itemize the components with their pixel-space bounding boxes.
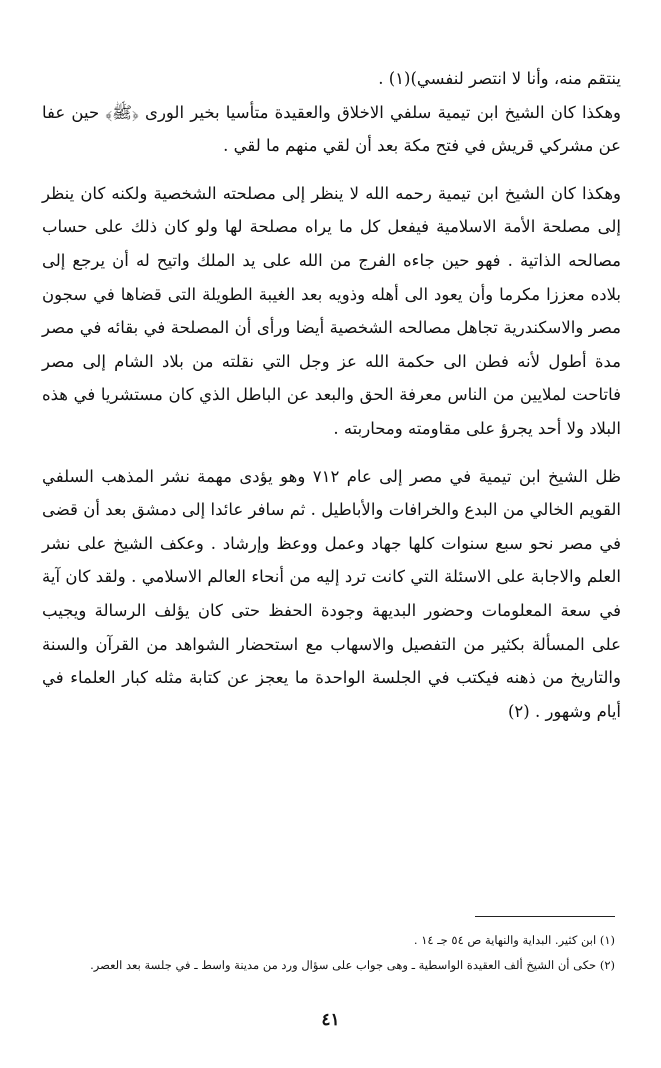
paragraph-2: وهكذا كان الشيخ ابن تيمية رحمه الله لا ينظر إلى مصلحته الشخصية ولكنه كان ينظر إلى مصلحة الأمة الاسلامية فيفعل كل ما يراه مصلحة لها ولو كان ذلك على حساب مصالحه الذاتية . فهو حين جاءه الفرج من الله على يد الملك واتيح له أن يرجع إلى بلاده معززا مكرما وأن يعود الى أهله وذويه بعد الغيبة الطويلة التى قضاها في سجون مصر والاسكندرية تجاهل مصالحه الشخصية أيضا ورأى أن المصلحة في بقائه في مصر مدة أطول لأنه فطن الى حكمة الله عز وجل التي نقلته من بلاد الشام إلى مصر فاتاحت لملايين من الناس معرفة الحق والبعد عن الباطل الذي كان مستشريا في هذه البلاد ولا أحد يجرؤ على مقاومته ومحاربته .	[42, 183, 621, 438]
page-number: ٤١	[321, 1010, 340, 1030]
main-text	[42, 62, 621, 742]
paragraph-1: ينتقم منه، وأنا لا انتصر لنفسي)(١) . وهكذا كان الشيخ ابن تيمية سلفي الاخلاق والعقيدة متأسيا بخير الورى ﴿ﷺ﴾ حين عفا عن مشركي قريش في فتح مكة بعد أن لقي منهم ما لقي .	[42, 69, 621, 156]
footnote-divider	[475, 916, 615, 917]
footnote-1: (١) ابن كثير. البداية والنهاية ص ٥٤ جـ ١٤ .	[413, 933, 615, 947]
paragraph-3: ظل الشيخ ابن تيمية في مصر إلى عام ٧١٢ وهو يؤدى مهمة نشر المذهب السلفي القويم الخالي من البدع والخرافات والأباطيل . ثم سافر عائدا إلى دمشق بعد أن قضى في مصر نحو سبع سنوات كلها جهاد وعمل ووعظ وإرشاد . وعكف الشيخ على نشر العلم والاجابة على الاسئلة التي كانت ترد إليه من أنحاء العالم الاسلامي . ولقد كان آية في سعة المعلومات وحضور البديهة وجودة الحفظ حتى كان يؤلف الرسالة ويجيب على المسألة بكثير من التفصيل والاسهاب مع استحضار الشواهد من القرآن والسنة والتاريخ من ذهنه فيكتب في الجلسة الواحدة ما يعجز عن كتابة مثله كبار العلماء في أيام وشهور . (٢)	[42, 466, 621, 721]
footnotes	[40, 928, 615, 978]
footnote-2: (٢) حكى أن الشيخ ألف العقيدة الواسطية ـ وهى جواب على سؤال ورد من مدينة واسط ـ في جلسة بعد العصر.	[90, 958, 615, 972]
